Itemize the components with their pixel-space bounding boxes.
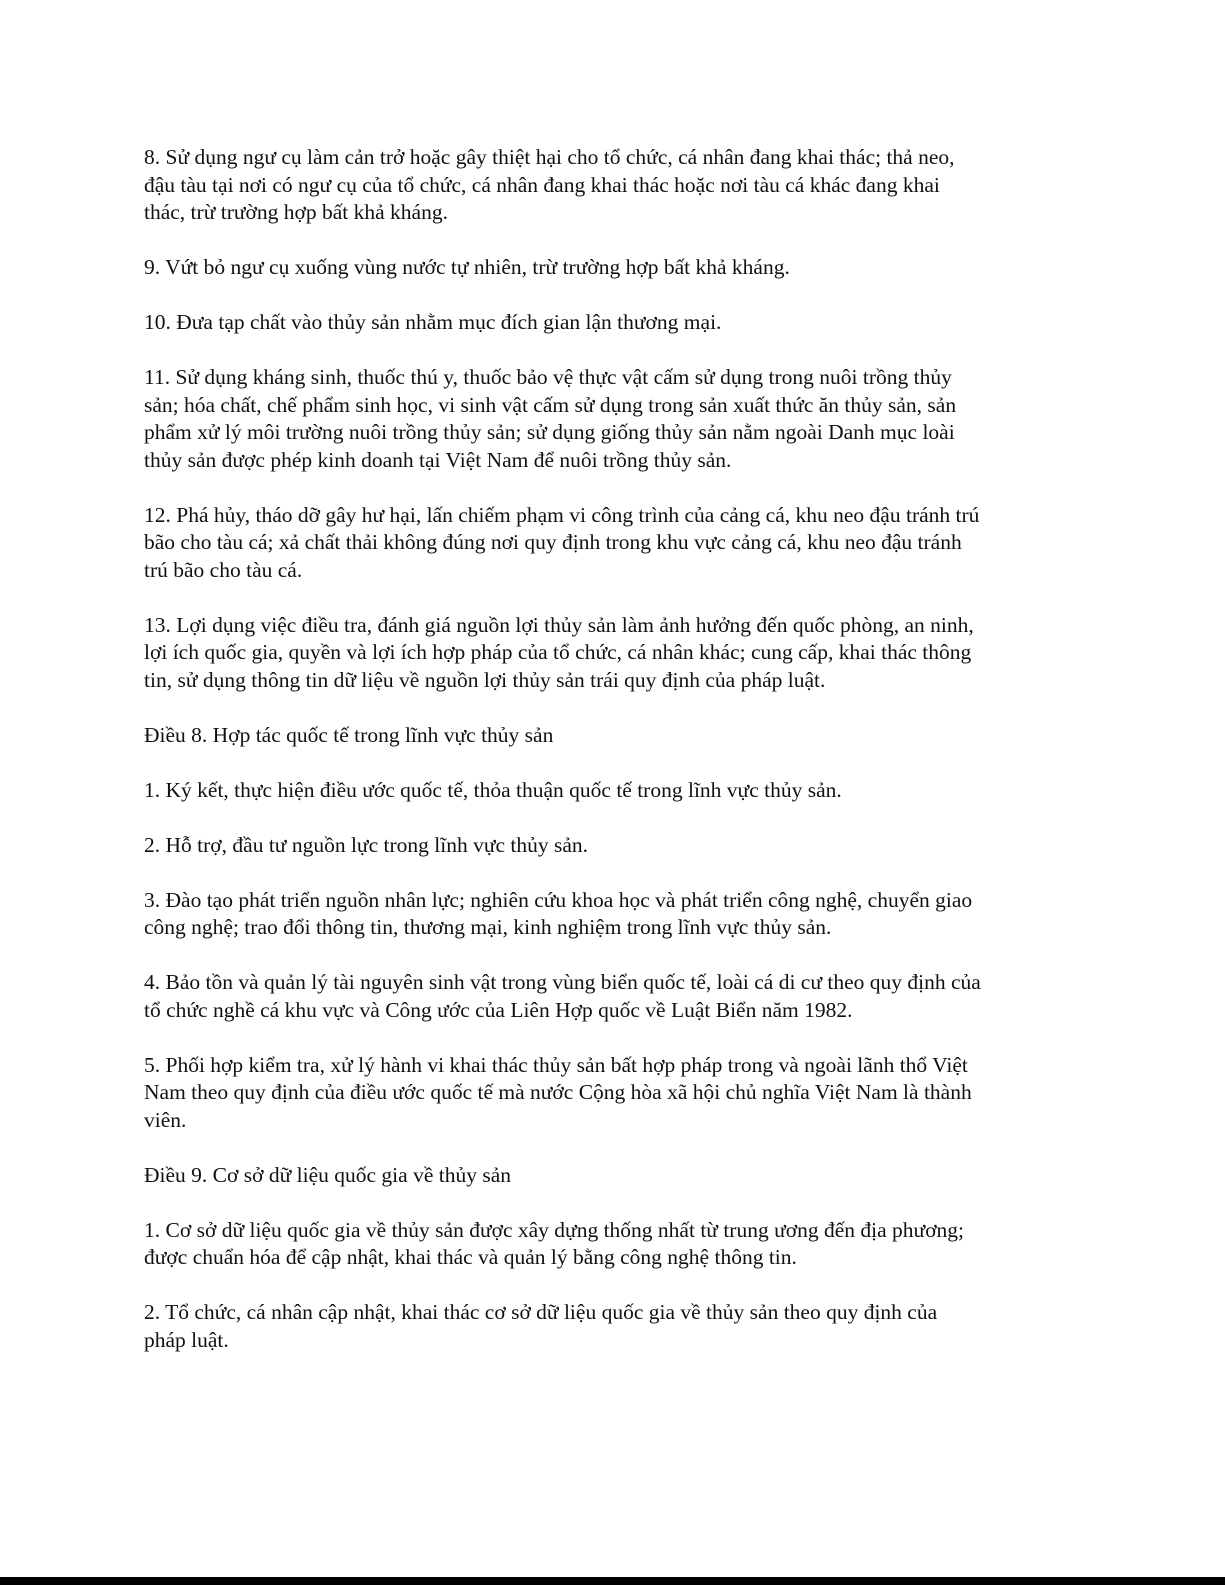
- article-9-heading: [144, 1162, 1084, 1190]
- text-line: tổ chức nghề cá khu vực và Công ước của Liên Hợp quốc về Luật Biển năm 1982.: [144, 997, 853, 1022]
- text-line: được chuẩn hóa để cập nhật, khai thác và quản lý bằng công nghệ thông tin.: [144, 1245, 797, 1269]
- article-8-heading: [144, 722, 1084, 750]
- article-8-list-item-5: [144, 1052, 1084, 1135]
- text-line: thủy sản được phép kinh doanh tại Việt Nam để nuôi trồng thủy sản.: [144, 447, 732, 472]
- text-line: 1. Cơ sở dữ liệu quốc gia về thủy sản được xây dựng thống nhất từ trung ương đến địa phương;: [144, 1217, 965, 1242]
- article-8-list-item-2: [144, 832, 1084, 860]
- text-line: 10. Đưa tạp chất vào thủy sản nhằm mục đích gian lận thương mại.: [144, 310, 722, 334]
- heading-text: Điều 9. Cơ sở dữ liệu quốc gia về thủy sản: [144, 1162, 511, 1187]
- heading-text: Điều 8. Hợp tác quốc tế trong lĩnh vực thủy sản: [144, 722, 554, 747]
- text-line: 9. Vứt bỏ ngư cụ xuống vùng nước tự nhiên, trừ trường hợp bất khả kháng.: [144, 255, 790, 279]
- article-8-list-item-4: [144, 969, 1084, 1024]
- text-line: tin, sử dụng thông tin dữ liệu về nguồn lợi thủy sản trái quy định của pháp luật.: [144, 667, 826, 692]
- text-line: công nghệ; trao đổi thông tin, thương mại, kinh nghiệm trong lĩnh vực thủy sản.: [144, 915, 832, 939]
- text-line: 4. Bảo tồn và quản lý tài nguyên sinh vật trong vùng biển quốc tế, loài cá di cư theo quy định của: [144, 970, 981, 994]
- text-line: đậu tàu tại nơi có ngư cụ của tổ chức, cá nhân đang khai thác hoặc nơi tàu cá khác đang khai: [144, 172, 940, 197]
- text-line: bão cho tàu cá; xả chất thải không đúng nơi quy định trong khu vực cảng cá, khu neo đậu tránh: [144, 530, 962, 554]
- text-line: 11. Sử dụng kháng sinh, thuốc thú y, thuốc bảo vệ thực vật cấm sử dụng trong nuôi trồng thủy: [144, 365, 952, 389]
- list-item-11: [144, 364, 1084, 474]
- text-line: 12. Phá hủy, tháo dỡ gây hư hại, lấn chiếm phạm vi công trình của cảng cá, khu neo đậu tránh trú: [144, 502, 980, 527]
- list-item-9: [144, 254, 1084, 282]
- text-line: 2. Hỗ trợ, đầu tư nguồn lực trong lĩnh vực thủy sản.: [144, 832, 589, 857]
- list-item-8: [144, 144, 1084, 227]
- article-8-list-item-1: [144, 777, 1084, 805]
- text-line: 2. Tổ chức, cá nhân cập nhật, khai thác cơ sở dữ liệu quốc gia về thủy sản theo quy định của: [144, 1300, 938, 1324]
- text-line: pháp luật.: [144, 1327, 229, 1352]
- list-item-13: [144, 612, 1084, 695]
- article-9-list-item-1: [144, 1217, 1084, 1272]
- list-item-12: [144, 502, 1084, 585]
- text-line: 8. Sử dụng ngư cụ làm cản trở hoặc gây thiệt hại cho tổ chức, cá nhân đang khai thác; thả neo,: [144, 145, 955, 169]
- text-line: 1. Ký kết, thực hiện điều ước quốc tế, thỏa thuận quốc tế trong lĩnh vực thủy sản.: [144, 777, 842, 802]
- text-line: 5. Phối hợp kiểm tra, xử lý hành vi khai thác thủy sản bất hợp pháp trong và ngoài lãnh thổ Việt: [144, 1052, 968, 1077]
- text-line: Nam theo quy định của điều ước quốc tế mà nước Cộng hòa xã hội chủ nghĩa Việt Nam là thành: [144, 1080, 972, 1104]
- article-8-list-item-3: [144, 887, 1084, 942]
- text-line: 3. Đào tạo phát triển nguồn nhân lực; nghiên cứu khoa học và phát triển công nghệ, chuyển giao: [144, 887, 973, 912]
- text-line: 13. Lợi dụng việc điều tra, đánh giá nguồn lợi thủy sản làm ảnh hưởng đến quốc phòng, an ninh,: [144, 612, 974, 637]
- text-line: trú bão cho tàu cá.: [144, 557, 303, 582]
- text-line: phẩm xử lý môi trường nuôi trồng thủy sản; sử dụng giống thủy sản nằm ngoài Danh mục loài: [144, 420, 955, 444]
- list-item-10: [144, 309, 1084, 337]
- document-body: [144, 144, 1084, 1382]
- text-line: viên.: [144, 1107, 187, 1132]
- text-line: sản; hóa chất, chế phẩm sinh học, vi sinh vật cấm sử dụng trong sản xuất thức ăn thủy sản, sản: [144, 392, 957, 417]
- page-bottom-border: [0, 1577, 1225, 1585]
- text-line: thác, trừ trường hợp bất khả kháng.: [144, 200, 448, 224]
- text-line: lợi ích quốc gia, quyền và lợi ích hợp pháp của tổ chức, cá nhân khác; cung cấp, khai thác thông: [144, 640, 972, 664]
- article-9-list-item-2: [144, 1299, 1084, 1354]
